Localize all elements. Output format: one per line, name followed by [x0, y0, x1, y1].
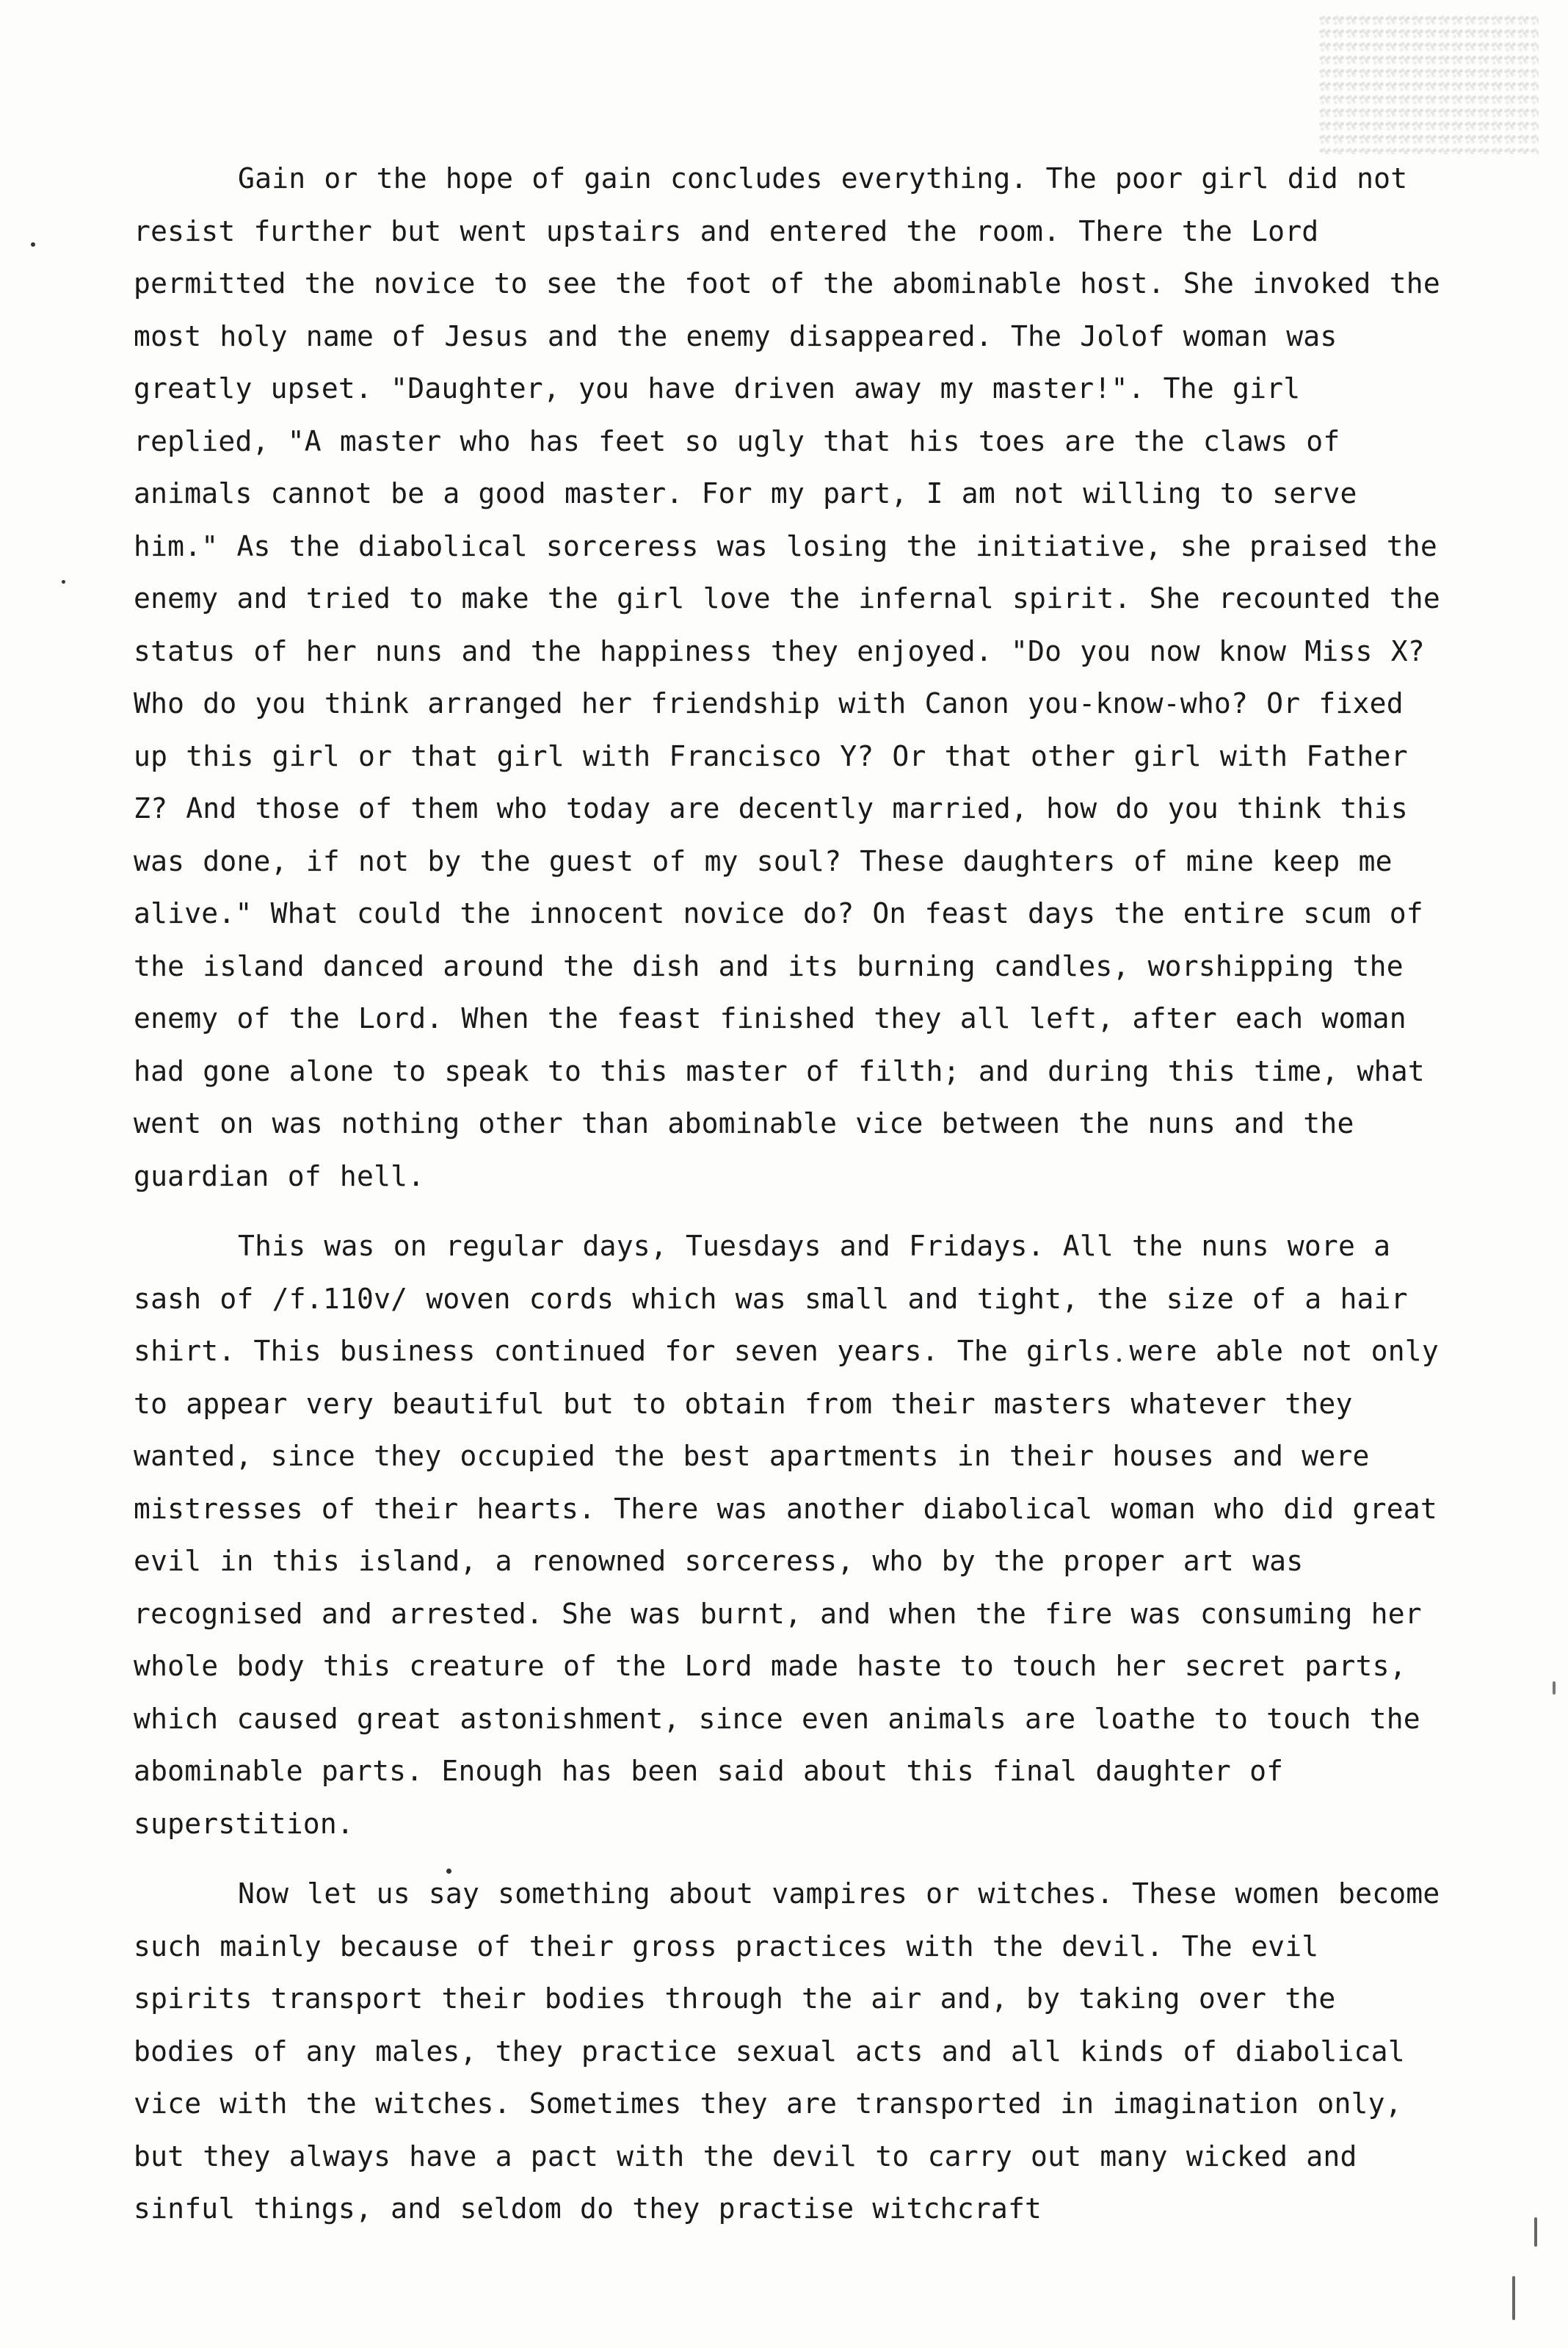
- document-body: [134, 153, 1440, 2253]
- stray-mark: [62, 580, 65, 584]
- stray-mark: [31, 242, 35, 247]
- scan-noise: [1318, 15, 1539, 154]
- paragraph: Gain or the hope of gain concludes everything. The poor girl did not resist further but went upstairs and entered the room. There the Lord permitted the novice to see the foot of the abominable host. She invoked the most holy name of Jesus and the enemy disappeared. The Jolof woman was greatly upset. "Daughter, you have driven away my master!". The girl replied, "A master who has feet so ugly that his toes are the claws of animals cannot be a good master. For my part, I am not willing to serve him." As the diabolical sorceress was losing the initiative, she praised the enemy and tried to make the girl love the infernal spirit. She recounted the status of her nuns and the happiness they enjoyed. "Do you now know Miss X? Who do you think arranged her friendship with Canon you-know-who? Or fixed up this girl or that girl with Francisco Y? Or that other girl with Father Z? And those of them who today are decently married, how do you think this was done, if not by the guest of my soul? These daughters of mine keep me alive." What could the innocent novice do? On feast days the entire scum of the island danced around the dish and its burning candles, worshipping the enemy of the Lord. When the feast finished they all left, after each woman had gone alone to speak to this master of filth; and during this time, what went on was nothing other than abominable vice between the nuns and the guardian of hell.: [134, 162, 1440, 1192]
- paragraph: This was on regular days, Tuesdays and Fridays. All the nuns wore a sash of /f.110v/ woven cords which was small and tight, the size of a hair shirt. This business continued for seven years. The girls were able not only to appear very beautiful but to obtain from their masters whatever they wanted, since they occupied the best apartments in their houses and were mistresses of their hearts. There was another diabolical woman who did great evil in this island, a renowned sorceress, who by the proper art was recognised and arrested. She was burnt, and when the fire was consuming her whole body this creature of the Lord made haste to touch her secret parts, which caused great astonishment, since even animals are loathe to touch the abominable parts. Enough has been said about this final daughter of superstition.: [134, 1230, 1439, 1840]
- paragraph: Now let us say something about vampires or witches. These women become such mainly because of their gross practices with the devil. The evil spirits transport their bodies through the air and, by taking over the bodies of any males, they practice sexual acts and all kinds of diabolical vice with the witches. Sometimes they are transported in imagination only, but they always have a pact with the devil to carry out many wicked and sinful things, and seldom do they practise witchcraft: [134, 1877, 1440, 2225]
- stray-mark: [1534, 2217, 1537, 2247]
- stray-mark: [1553, 1681, 1556, 1695]
- stray-mark: [1512, 2276, 1515, 2320]
